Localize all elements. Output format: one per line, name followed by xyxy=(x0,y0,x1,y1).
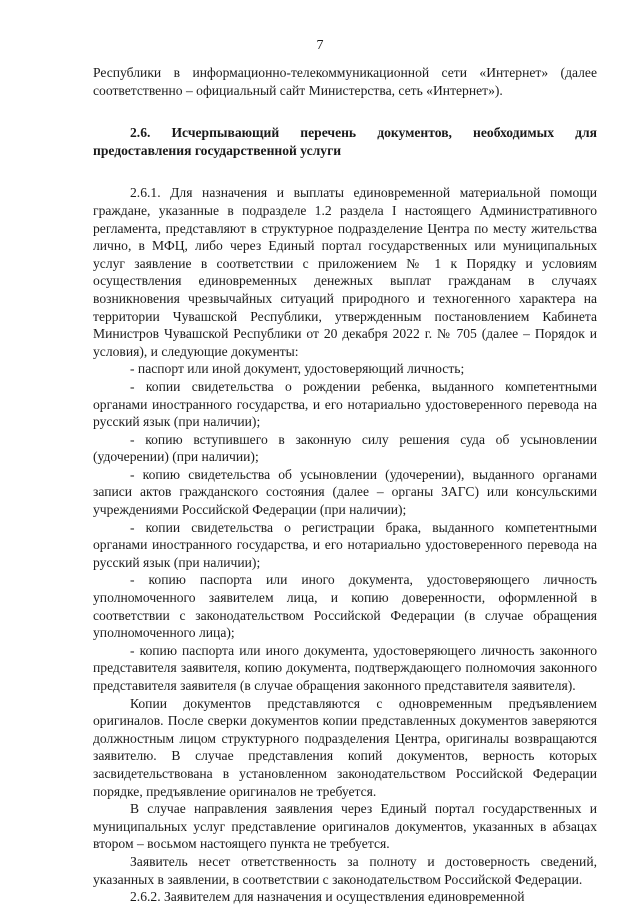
responsibility-paragraph: Заявитель несет ответственность за полноту и достоверность сведений, указанных в заявлении, в соответствии с законодательством Российской Федерации. xyxy=(93,853,597,887)
document-body xyxy=(93,64,597,906)
list-item: - паспорт или иной документ, удостоверяющий личность; xyxy=(130,361,465,377)
list-item: - копию вступившего в законную силу решения суда об усыновлении (удочерении) (при наличии); xyxy=(93,431,597,465)
list-item: - копию паспорта или иного документа, удостоверяющего личность законного представителя заявителя, копию документа, подтверждающего полномочия законного представителя заявителя (в случае обращения законного представителя заявителя). xyxy=(93,642,597,693)
paragraph-2-6-2: 2.6.2. Заявителем для назначения и осуществления единовременной xyxy=(130,889,525,905)
list-item: - копии свидетельства о рождении ребенка, выданного компетентными органами иностранного государства, и его нотариально удостоверенного перевода на русский язык (при наличии); xyxy=(93,378,597,430)
list-item: - копию паспорта или иного документа, удостоверяющего личность уполномоченного заявителем лица, и копию доверенности, оформленной в соответствии с законодательством Российской Федерации (в случае обращения уполномоченного лица); xyxy=(93,572,597,641)
copies-paragraph: Копии документов представляются с одновременным предъявлением оригиналов. После сверки документов копии представленных документов заверяются должностным лицом структурного подразделения Центра, оригиналы возвращаются заявителю. В случае представления копий документов, верность которых засвидетельствована в установленном законодательством Российской Федерации порядке, предъявление оригиналов не требуется. xyxy=(93,695,597,799)
intro-paragraph: Республики в информационно-телекоммуникационной сети «Интернет» (далее соответственно – официальный сайт Министерства, сеть «Интернет»). xyxy=(93,65,597,98)
paragraph-2-6-1: 2.6.1. Для назначения и выплаты единовременной материальной помощи граждане, указанные в подразделе 1.2 раздела I настоящего Административного регламента, представляют в структурное подразделение Центра по месту жительства лично, в МФЦ, либо через Единый портал государственных или муниципальных услуг заявление в соответствии с приложением № 1 к Порядку и условиям осуществления единовременных денежных выплат гражданам в случаях возникновения чрезвычайных ситуаций природного и техногенного характера на территории Чувашской Республики, утвержденным постановлением Кабинета Министров Чувашской Республики от 20 декабря 2022 г. № 705 (далее – Порядок и условия), и следующие документы: xyxy=(93,185,597,359)
portal-paragraph: В случае направления заявления через Единый портал государственных и муниципальных услуг представление оригиналов документов, указанных в абзацах втором – восьмом настоящего пункта не требуется. xyxy=(93,801,597,852)
page-number: 7 xyxy=(316,38,324,53)
section-heading: 2.6. Исчерпывающий перечень документов, необходимых для предоставления государственной услуги xyxy=(93,125,597,158)
list-item: - копию свидетельства об усыновлении (удочерении), выданного органами записи актов гражданского состояния (далее – органы ЗАГС) или консульскими учреждениями Российской Федерации (при наличии); xyxy=(93,466,597,518)
list-item: - копии свидетельства о регистрации брака, выданного компетентными органами иностранного государства, и его нотариально удостоверенного перевода на русский язык (при наличии); xyxy=(93,519,597,570)
